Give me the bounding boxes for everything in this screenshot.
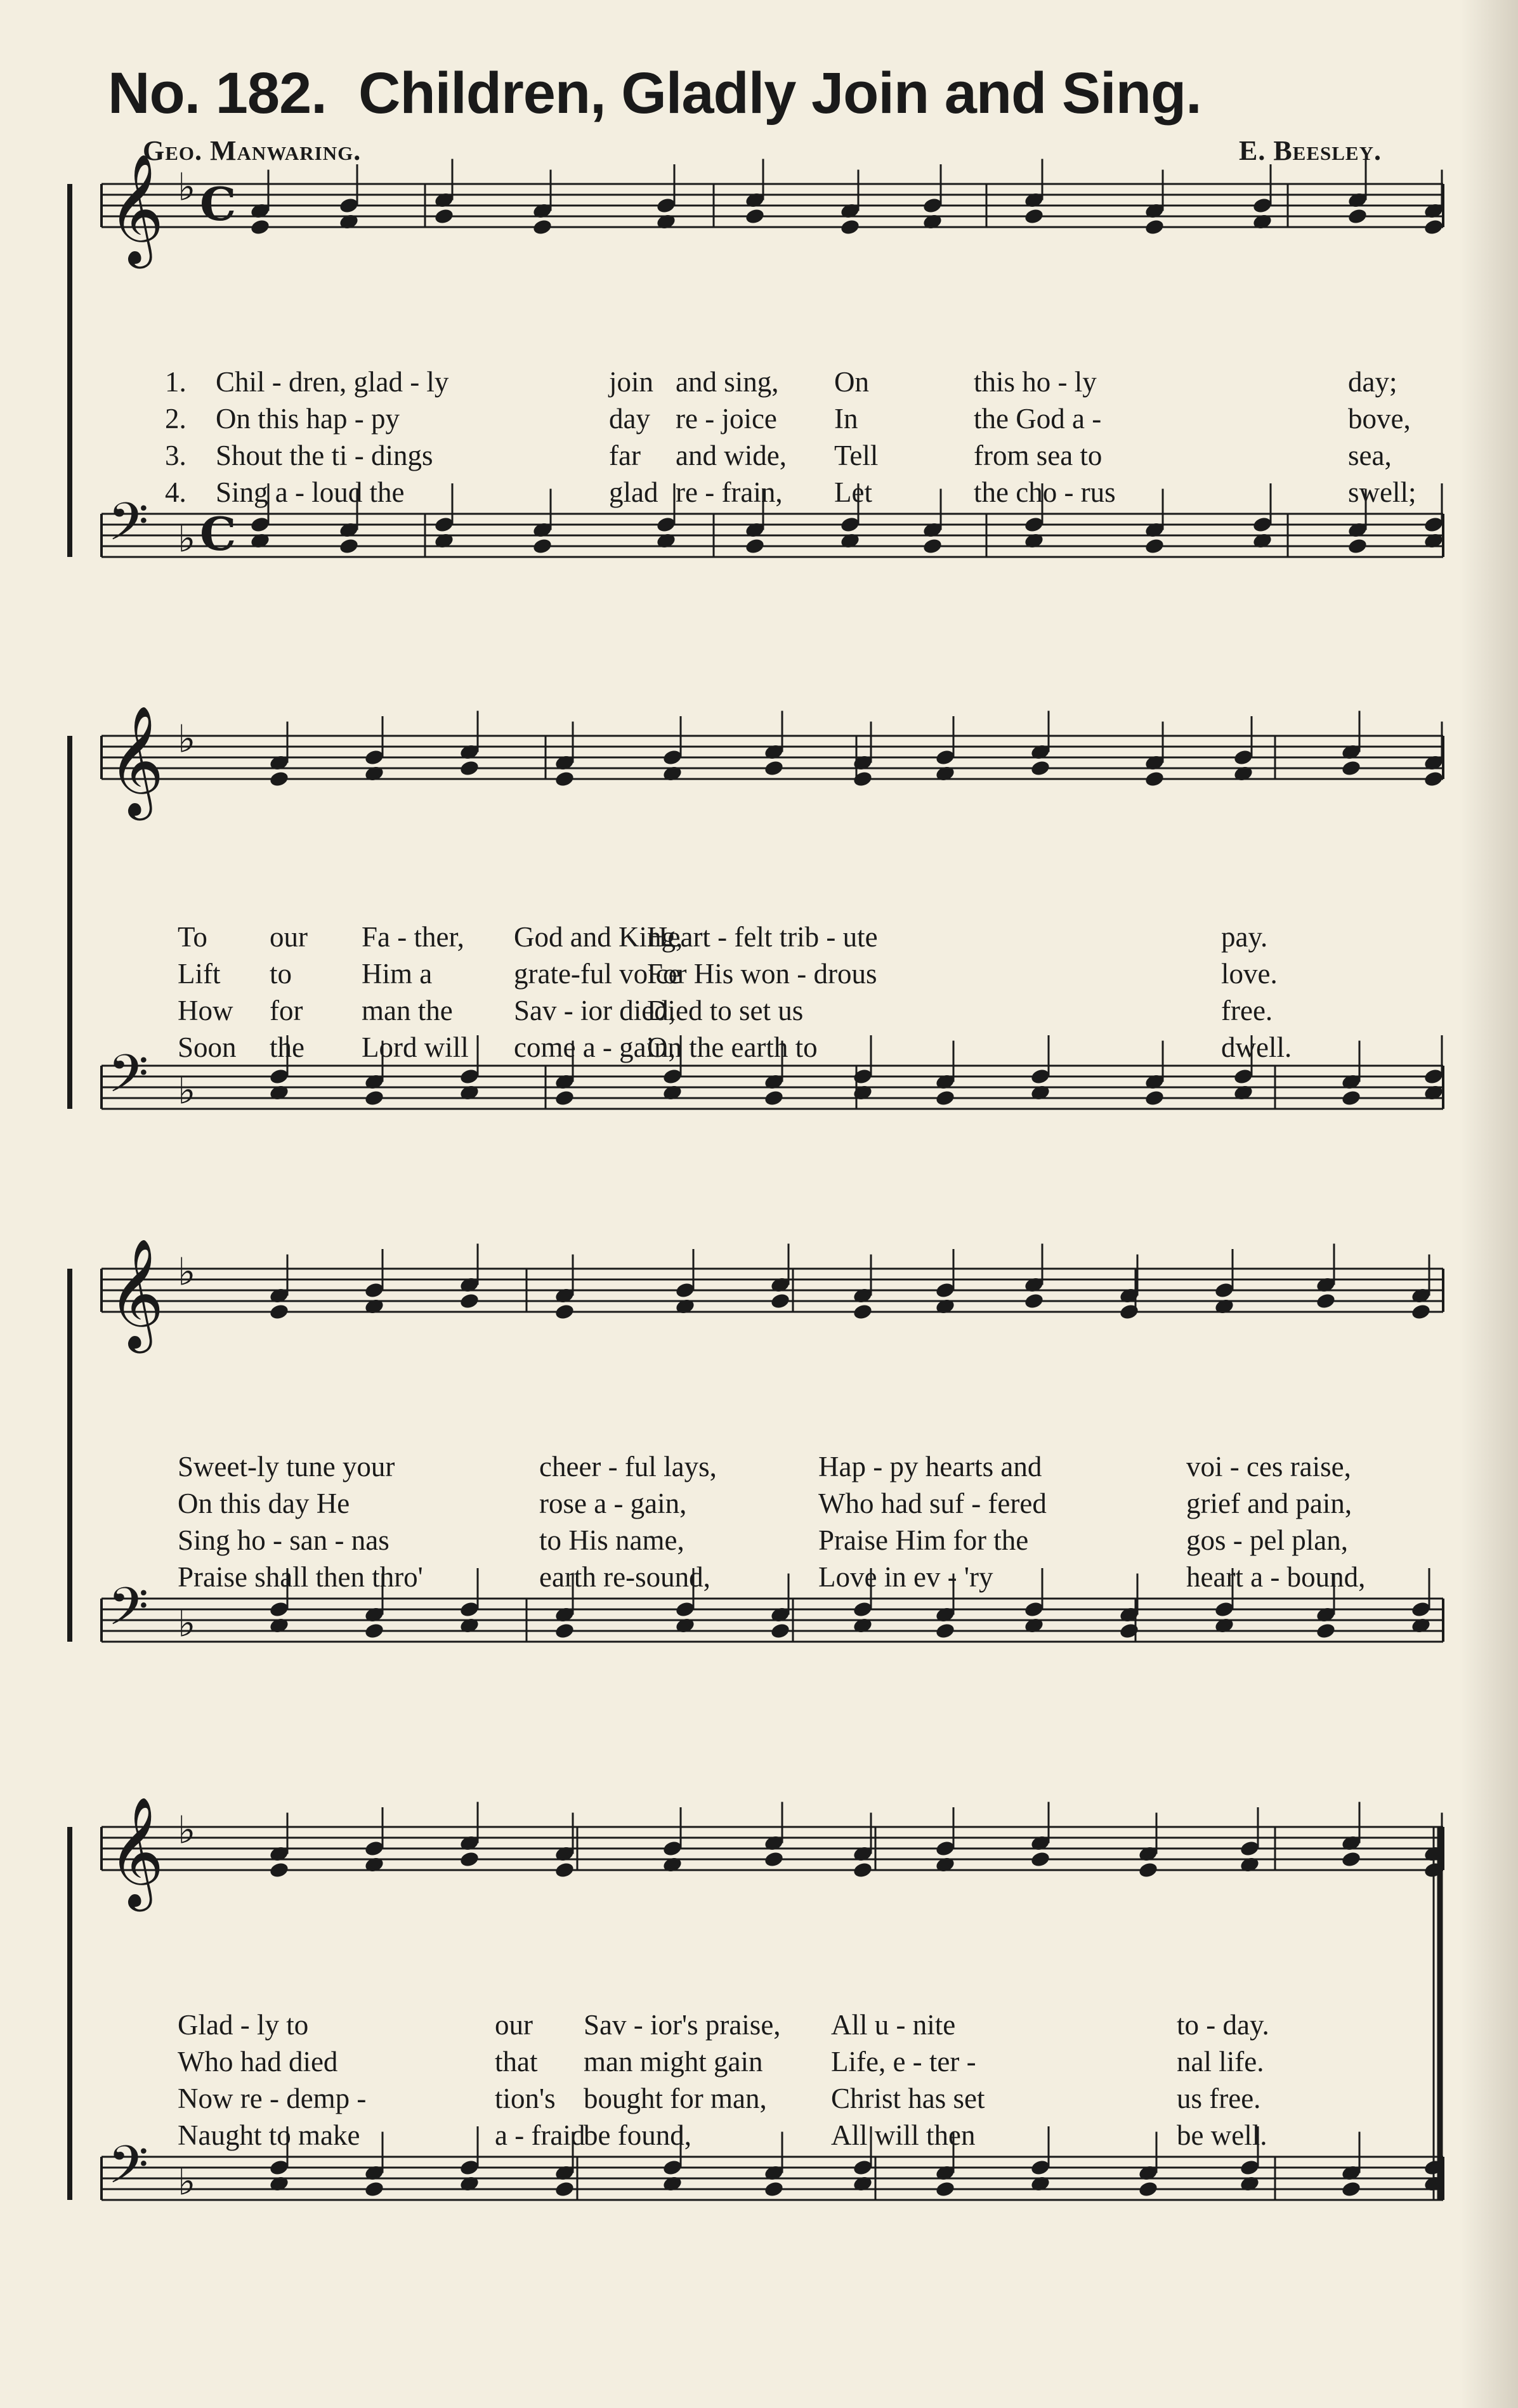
lyric-syllable: re - joice xyxy=(676,403,777,435)
lyric-syllable: gos - pel plan, xyxy=(1186,1524,1348,1556)
common-time-icon: C xyxy=(200,177,237,231)
lyric-syllable: heart a - bound, xyxy=(1186,1561,1366,1593)
composer-credit: E. Beesley. xyxy=(1238,135,1382,166)
flat-key-signature-icon: ♭ xyxy=(178,516,196,561)
lyric-syllable: grate-ful voice xyxy=(514,958,681,990)
lyric-syllable: sea, xyxy=(1348,440,1392,471)
note-head xyxy=(554,1861,575,1879)
bass-clef-icon: 𝄢 xyxy=(108,1043,149,1117)
verse-number: 1. xyxy=(165,366,186,398)
lyric-line xyxy=(178,2117,1472,2154)
lyric-syllable: On the earth to xyxy=(647,1031,818,1063)
lyric-syllable: Sing ho - san - nas xyxy=(178,1524,389,1556)
lyric-syllable: grief and pain, xyxy=(1186,1488,1352,1519)
lyric-syllable: Lift xyxy=(178,958,221,990)
lyric-syllable: For His won - drous xyxy=(647,958,877,990)
note-head xyxy=(459,1850,480,1868)
lyric-syllable: cheer - ful lays, xyxy=(539,1451,717,1482)
lyric-syllable: In xyxy=(834,403,858,435)
lyric-syllable: pay. xyxy=(1221,921,1268,953)
bass-clef-icon: 𝄢 xyxy=(108,491,149,565)
lyric-syllable: the cho - rus xyxy=(974,476,1116,508)
lyric-syllable: nal life. xyxy=(1177,2046,1264,2078)
lyric-syllable: glad xyxy=(609,476,658,508)
lyric-syllable: Chil - dren, glad - ly xyxy=(216,366,449,398)
lyric-syllable: man the xyxy=(362,995,453,1026)
lyric-line xyxy=(178,2043,1472,2080)
flat-key-signature-icon: ♭ xyxy=(178,717,196,762)
lyric-syllable: the God a - xyxy=(974,403,1102,435)
lyric-syllable: free. xyxy=(1221,995,1273,1026)
flat-key-signature-icon: ♭ xyxy=(178,1068,196,1113)
lyric-syllable: to - day. xyxy=(1177,2009,1269,2041)
lyric-syllable: Died to set us xyxy=(647,995,804,1026)
lyric-syllable: be well. xyxy=(1177,2119,1267,2151)
lyricist-credit: Geo. Manwaring. xyxy=(143,135,362,166)
bass-clef-icon: 𝄢 xyxy=(108,1576,149,1650)
note-head xyxy=(852,1861,873,1879)
note-head xyxy=(268,1861,289,1879)
lyric-syllable: man might gain xyxy=(584,2046,763,2078)
lyric-syllable: Lord will xyxy=(362,1031,469,1063)
lyric-syllable: Who had suf - fered xyxy=(818,1488,1047,1519)
note-head xyxy=(934,2180,955,2198)
lyric-syllable: bought for man, xyxy=(584,2083,767,2114)
lyric-syllable: On this hap - py xyxy=(216,403,400,435)
lyric-syllable: bove, xyxy=(1348,403,1411,435)
lyric-line xyxy=(178,2080,1472,2117)
flat-key-signature-icon: ♭ xyxy=(178,165,196,210)
lyric-syllable: the xyxy=(270,1031,304,1063)
lyric-syllable: Now re - demp - xyxy=(178,2083,367,2114)
lyric-syllable: Let xyxy=(834,476,872,508)
flat-key-signature-icon: ♭ xyxy=(178,1601,196,1646)
verse-number: 3. xyxy=(165,440,186,471)
lyric-syllable: How xyxy=(178,995,233,1026)
lyric-syllable: Christ has set xyxy=(831,2083,985,2114)
note-head xyxy=(763,1850,784,1868)
lyric-syllable: Shout the ti - dings xyxy=(216,440,433,471)
lyric-syllable: from sea to xyxy=(974,440,1103,471)
note-head xyxy=(1137,2180,1158,2198)
hymn-title: Children, Gladly Join and Sing. xyxy=(358,61,1201,126)
lyric-syllable: On this day He xyxy=(178,1488,350,1519)
lyric-syllable: Sav - ior's praise, xyxy=(584,2009,781,2041)
lyric-syllable: join xyxy=(609,366,654,398)
lyric-syllable: Sav - ior died, xyxy=(514,995,676,1026)
lyric-syllable: Sweet-ly tune your xyxy=(178,1451,395,1482)
flat-key-signature-icon: ♭ xyxy=(178,1250,196,1295)
common-time-icon: C xyxy=(200,507,237,561)
note-head xyxy=(1340,1850,1361,1868)
lyric-syllable: our xyxy=(495,2009,533,2041)
lyric-syllable: All will then xyxy=(831,2119,976,2151)
lyric-syllable: On xyxy=(834,366,869,398)
lyric-syllable: Hap - py hearts and xyxy=(818,1451,1042,1482)
lyric-syllable: day; xyxy=(1348,366,1397,398)
lyric-syllable: far xyxy=(609,440,641,471)
lyric-syllable: Sing a - loud the xyxy=(216,476,405,508)
lyric-syllable: Praise Him for the xyxy=(818,1524,1029,1556)
lyric-syllable: rose a - gain, xyxy=(539,1488,687,1519)
lyric-syllable: this ho - ly xyxy=(974,366,1097,398)
note-head xyxy=(1340,2180,1361,2198)
lyric-syllable: Love in ev - 'ry xyxy=(818,1561,993,1593)
treble-clef-icon: 𝄞 xyxy=(108,705,164,816)
lyric-syllable: Life, e - ter - xyxy=(831,2046,976,2078)
lyric-syllable: that xyxy=(495,2046,538,2078)
lyric-syllable: God and King, xyxy=(514,921,683,953)
lyric-syllable: dwell. xyxy=(1221,1031,1292,1063)
lyric-syllable: for xyxy=(270,995,303,1026)
lyric-syllable: Glad - ly to xyxy=(178,2009,309,2041)
lyric-syllable: Fa - ther, xyxy=(362,921,464,953)
flat-key-signature-icon: ♭ xyxy=(178,1808,196,1853)
treble-clef-icon: 𝄞 xyxy=(108,154,164,264)
lyric-syllable: and sing, xyxy=(676,366,779,398)
flat-key-signature-icon: ♭ xyxy=(178,2159,196,2204)
lyric-syllable: come a - gain, xyxy=(514,1031,676,1063)
verse-number: 4. xyxy=(165,476,186,508)
lyric-syllable: and wide, xyxy=(676,440,787,471)
lyric-syllable: our xyxy=(270,921,308,953)
note-head xyxy=(1030,1850,1050,1868)
lyric-syllable: tion's xyxy=(495,2083,556,2114)
lyric-syllable: to xyxy=(270,958,292,990)
lyric-syllable: To xyxy=(178,921,207,953)
lyric-syllable: love. xyxy=(1221,958,1278,990)
lyric-syllable: Him a xyxy=(362,958,433,990)
treble-clef-icon: 𝄞 xyxy=(108,1238,164,1349)
hymn-number: No. 182. xyxy=(108,61,327,126)
lyric-syllable: Tell xyxy=(834,440,879,471)
lyric-syllable: re - frain, xyxy=(676,476,783,508)
lyric-syllable: Heart - felt trib - ute xyxy=(647,921,878,953)
lyric-block xyxy=(178,2006,1472,2154)
lyric-syllable: us free. xyxy=(1177,2083,1261,2114)
lyric-syllable: Naught to make xyxy=(178,2119,360,2151)
lyric-syllable: a - fraid xyxy=(495,2119,586,2151)
lyric-syllable: Praise shall then thro' xyxy=(178,1561,423,1593)
note-head xyxy=(1137,1861,1158,1879)
lyric-syllable: voi - ces raise, xyxy=(1186,1451,1351,1482)
lyric-syllable: earth re-sound, xyxy=(539,1561,710,1593)
note-head xyxy=(363,2180,384,2198)
lyric-syllable: to His name, xyxy=(539,1524,684,1556)
lyric-syllable: All u - nite xyxy=(831,2009,956,2041)
treble-clef-icon: 𝄞 xyxy=(108,1796,164,1907)
lyric-syllable: day xyxy=(609,403,650,435)
lyric-syllable: swell; xyxy=(1348,476,1417,508)
lyric-line xyxy=(178,2006,1472,2043)
lyric-syllable: be found, xyxy=(584,2119,691,2151)
note-head xyxy=(554,2180,575,2198)
note-head xyxy=(763,2180,784,2198)
bass-clef-icon: 𝄢 xyxy=(108,2134,149,2208)
verse-number: 2. xyxy=(165,403,186,435)
lyric-syllable: Who had died xyxy=(178,2046,338,2078)
lyric-syllable: Soon xyxy=(178,1031,237,1063)
